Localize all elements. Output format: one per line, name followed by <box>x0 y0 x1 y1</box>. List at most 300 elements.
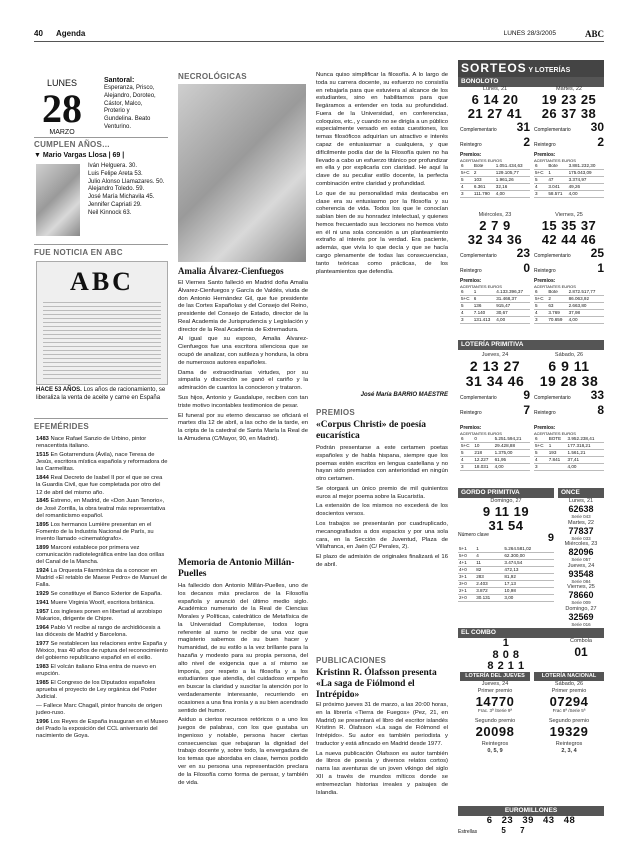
comp-label: Complementario <box>534 127 571 134</box>
efemeride-text: Estreno, en Madrid, de «Don Juan Tenorio», de José Zorrilla, la obra teatral más representativa del romanticismo español. <box>36 498 166 519</box>
efemeride-item <box>36 498 168 520</box>
memo-paragraph: Ha fallecido don Antonio Millán-Puelles, uno de los decanos más preclaros de la Filosofía española y anunció del último medio siglo. Académico numerario de la Real de Ciencias Morales y Políticas, catedrático de Metafísica de la Universidad Complutense, todos logra referente al sumo te recibir de una voz que magisterio sabemos de su buen hacer y humanidad, de su estilo a la vez brillante para la hazaña y modesto para su propia persona, del alto nivel de exigencia que a sí mismo se imponía, por respeto a la filosofía y a los estudiantes que atendía, del cuidadoso empeño en buscar la claridad y suscitar la atención por lo verdaderamente interesante, recurriendo en ocasiones a una fina ironía y a su bien acendrado sentido del humor. <box>178 583 309 714</box>
prize-cell: 5 <box>460 450 473 457</box>
first-prize: 14770 <box>475 693 515 709</box>
prize-cell: 1.961,26 <box>495 177 530 184</box>
primitiva-label: LOTERÍA PRIMITIVA <box>458 340 604 350</box>
lottery-title2: Y LOTERÍAS <box>528 67 571 74</box>
prize-cell: 30.131 <box>475 595 503 602</box>
efemeride-year: 1845 <box>36 498 49 505</box>
efemeride-text: Se constituye el Banco Exterior de España. <box>50 591 163 598</box>
reint-label: Reintegros <box>555 741 583 748</box>
prize-cell: 70.659 <box>547 317 567 324</box>
prize-cell: 5+C <box>534 296 547 303</box>
once-box <box>558 488 604 627</box>
prize-cell: 4,00 <box>568 317 604 324</box>
prize-row <box>458 574 554 581</box>
prize-row <box>460 296 530 303</box>
prize-cell: 4,00 <box>495 317 530 324</box>
prize-cell: 175.043,09 <box>568 170 604 177</box>
prize-table-box <box>460 278 530 324</box>
necro-paragraph: El Viernes Santo falleció en Madrid doña Amalia Álvarez-Cienfuegos y García de Valdés, viuda de don Antonio Hernández Gil, que fue presidente de las Cortes Españolas y del Consejo del Reino, presidente del Consejo de Estado, director de la Real Academia de Jurisprudencia y Legislación y director de la Real Academia de Extremadura. <box>178 280 308 333</box>
prize-cell: 1.051.434,63 <box>495 163 530 170</box>
efemeride-text: — Fallece Marc Chagall, pintor francés de origen judeo-ruso. <box>36 702 162 717</box>
prize-cell: 37,41 <box>567 457 604 464</box>
draw-day: Martes, 22 <box>556 86 582 92</box>
pub-kicker: PUBLICACIONES <box>316 656 387 665</box>
prize-row <box>534 184 604 191</box>
abc-masthead: ABC <box>70 267 134 296</box>
draw-day: Jueves, 24 <box>481 352 509 358</box>
p1-paragraph: El plazo de admisión de originales finalizará el 16 de abril. <box>316 554 448 568</box>
prize-cell: 2+1 <box>458 588 475 595</box>
prize-row <box>534 310 604 317</box>
prize-table-box <box>534 278 604 324</box>
p2-paragraph: El próximo jueves 31 de marzo, a las 20:00 horas, en la librería «Tierra de Fuegos» (Pez, 21, en Madrid) se presentará el libro del escritor islandés Kristinn R. Ólafsson «La saga de Fiólmond el Intrépido». Su autor es también periodista y traductor y está afincado en Madrid desde 1977. <box>316 702 448 747</box>
efemeride-item <box>36 568 168 590</box>
prize-row <box>458 567 554 574</box>
efemeride-text: El volcán italiano Etna entra de nuevo en erupción. <box>36 663 156 678</box>
santoral <box>104 76 159 132</box>
prize-cell: 3 <box>534 191 547 198</box>
p1-paragraph: Se otorgará un único premio de mil quinientos euros al mejor poema sobre la Eucaristía. <box>316 485 448 500</box>
efemeride-item <box>36 664 168 678</box>
combo-label: EL COMBO <box>458 628 604 638</box>
prize-row <box>534 170 604 177</box>
efemeride-text: Marconi establece por primera vez comunicación radiotelegráfica entre las dos orillas del Canal de la Mancha. <box>36 544 165 566</box>
prize-cell: 3+1 <box>458 574 475 581</box>
efemeride-year: 1924 <box>36 567 49 574</box>
once-serie: Serie 043 <box>571 514 591 519</box>
gordo-box <box>458 488 554 602</box>
efemeride-year: 1899 <box>36 544 49 551</box>
draw-numbers: 26 37 38 <box>541 105 597 121</box>
prize-cell: 4.133.396,37 <box>495 289 530 296</box>
draw-numbers: 42 44 46 <box>541 231 597 247</box>
birthday-item: Iván Helguera. 30. <box>88 163 138 169</box>
prize-cell: 81,92 <box>503 574 554 581</box>
prize-table-box <box>534 152 604 198</box>
efemeride-year: 1929 <box>36 591 49 598</box>
prize-head: Premios: <box>534 278 556 284</box>
prize-row <box>458 588 554 595</box>
prize-cell: 58.571 <box>547 191 567 198</box>
signature: José María BARRIO MAESTRE <box>360 392 448 398</box>
prize-cell: 129.105,77 <box>495 170 530 177</box>
prize-cell: 3.374,97 <box>568 177 604 184</box>
efemeride-year: 1844 <box>36 475 49 482</box>
efemeride-year: 1941 <box>36 599 49 606</box>
combo-row: 8 0 8 <box>492 648 520 661</box>
efemeride-year: 1977 <box>36 640 49 647</box>
once-serie: Serie 033 <box>571 535 591 541</box>
prize-cell: 4 <box>475 553 503 560</box>
prize-cell: 37,98 <box>568 310 604 317</box>
prize-cell: 4 <box>460 184 473 191</box>
prize-cell: 3.041 <box>547 184 567 191</box>
prize-head-cols: ACERTANTES EUROS <box>534 158 576 164</box>
p1-paragraph: Podrán presentarse a este certamen poetas españoles y de habla hispana, siempre que los poemas estén escritos en lengua castellana y no hayan sido premiados con anterioridad en ningún otro certamen. <box>316 445 448 483</box>
once-serie: Serie 016 <box>571 621 591 627</box>
combola-value: 01 <box>574 645 588 659</box>
necro-kicker: NECROLÓGICAS <box>178 72 247 81</box>
prize-cell: 177.318,21 <box>567 443 604 450</box>
prize-cell: 2 <box>547 296 567 303</box>
once-number: 82096 <box>568 547 594 557</box>
prize-cell: 4 <box>534 184 547 191</box>
comp-value: 9 <box>523 388 530 403</box>
once-day: Domingo, 27 <box>565 605 597 612</box>
efemeride-text: En Gotarrendura (Ávila), nace Teresa de Jesús, escritora mística española y reformadora de las Carmelitas. <box>36 451 168 473</box>
birthday-item: Luis Felipe Areta 53. <box>88 170 143 177</box>
nacional-day: Jueves, 24 <box>481 680 509 687</box>
lottery-section <box>458 60 604 87</box>
efemeride-text: Los Reyes de España inauguran en el Museo del Prado la exposición del CCL aniversario del nacimiento de Goya. <box>36 718 168 740</box>
efemeride-item <box>36 680 168 702</box>
combo-row: 8 2 1 1 <box>487 660 525 673</box>
prize-cell: 131.413 <box>473 317 495 324</box>
prize-cell: 3.952.238,41 <box>567 436 604 443</box>
prize-cell: 3,00 <box>503 595 554 602</box>
news-abc-title: FUE NOTICIA EN ABC <box>34 248 123 257</box>
draw-numbers: 2 7 9 <box>479 217 511 233</box>
efemeride-item <box>36 641 168 663</box>
lottery-title: SORTEOS <box>461 61 527 75</box>
prize-cell: 61,95 <box>494 457 530 464</box>
reintegro-row <box>534 403 604 418</box>
prize-cell <box>548 464 567 471</box>
once-number: 32569 <box>568 611 594 622</box>
reintegro-row <box>460 135 530 150</box>
complementario-row <box>460 388 530 403</box>
gordo-label: GORDO PRIMITIVA <box>458 488 554 498</box>
prize-cell: 11 <box>475 560 503 567</box>
prize-cell: 6 <box>534 289 547 296</box>
prize-cell: 5+C <box>460 170 473 177</box>
reint-value: 2 <box>523 135 530 150</box>
efemeride-year: 1483 <box>36 436 49 442</box>
draw-day: Miércoles, 23 <box>478 212 512 218</box>
once-label: ONCE <box>558 488 604 498</box>
prize-row <box>534 317 604 324</box>
prize-cell: 10,98 <box>503 588 554 595</box>
efemeride-item <box>36 475 168 497</box>
efemeride-year: 1983 <box>36 663 49 670</box>
col3-body <box>316 72 448 278</box>
draw-numbers: 19 28 38 <box>539 372 599 389</box>
draw-box <box>534 212 604 276</box>
prize-row <box>460 170 530 177</box>
page-number: 40 <box>34 29 43 38</box>
santoral-text: Esperanza, Prisco, Alejandro, Doroteo, Cástor, Malco, Proterio y Gundelina. Beato Venturino. <box>104 85 156 131</box>
prize-cell: 6 <box>460 163 473 170</box>
gordo-table <box>458 546 554 602</box>
prize-cell: 103 <box>473 177 495 184</box>
first-label: Primer premio <box>551 687 587 694</box>
draw-numbers: 21 27 41 <box>467 105 523 121</box>
prize-head: Premios: <box>534 152 556 158</box>
euromillones-label: EUROMILLONES <box>458 806 604 816</box>
prize-row <box>458 560 554 567</box>
prize-cell: 4 <box>460 457 473 464</box>
efemeride-year: 1996 <box>36 718 49 725</box>
complementario-row <box>534 120 604 135</box>
prize-table <box>460 163 530 198</box>
prize-row <box>460 317 530 324</box>
santoral-title: Santoral: <box>104 77 135 84</box>
prize-cell: 5+C <box>460 296 473 303</box>
lottery-header <box>458 60 604 77</box>
abc-front-text <box>43 302 161 382</box>
combo-body <box>458 638 604 673</box>
prize-cell: 5 <box>460 303 473 310</box>
prize-cell: 218 <box>473 450 493 457</box>
prize-cell: 3 <box>460 317 473 324</box>
birthdays-title: CUMPLEN AÑOS... <box>34 140 110 149</box>
comp-label: Complementario <box>460 253 497 260</box>
draw-numbers: 6 9 11 <box>548 357 590 374</box>
efemeride-item <box>36 703 168 717</box>
nacional-day: Sábado, 26 <box>554 680 584 687</box>
combo-box <box>458 628 604 673</box>
prize-cell: 17,13 <box>503 581 554 588</box>
prize-cell: 2.872.517,77 <box>568 289 604 296</box>
prize-row <box>534 296 604 303</box>
once-number: 62638 <box>568 504 594 514</box>
memo-body <box>178 583 308 789</box>
prize-cell: 1 <box>475 546 503 553</box>
efemeride-year: 1515 <box>36 451 49 458</box>
calendar-box <box>34 78 90 138</box>
prize-cell: 136 <box>473 303 495 310</box>
prize-cell: 31.468,37 <box>495 296 530 303</box>
prize-head: Premios: <box>460 278 482 284</box>
comp-label: Complementario <box>534 253 571 260</box>
prize-cell: 3 <box>534 464 548 471</box>
efemeride-item <box>36 591 168 598</box>
necro-name: Amalia Álvarez-Cienfuegos <box>178 266 284 276</box>
once-day: Jueves, 24 <box>567 562 595 569</box>
premios-kicker: PREMIOS <box>316 408 355 417</box>
gordo-key-value: 9 <box>547 532 554 545</box>
first-sub: Frac 8ª /Serie 5ª <box>552 708 586 714</box>
birthday-main: ▼ Mario Vargas Llosa | 69 | <box>34 152 125 159</box>
prize-cell: 2.663,80 <box>568 303 604 310</box>
efemeride-year: 1964 <box>36 624 49 631</box>
prize-head-cols: ACERTANTES EUROS <box>460 431 502 437</box>
prize-cell: 7.841 <box>548 457 567 464</box>
prize-cell: 6 <box>460 436 473 443</box>
efemeride-text: La Orquesta Filarmónica da a conocer en Madrid «El retablo de Maese Pedro» de Manuel de Falla. <box>36 567 168 589</box>
reint-values: 2, 3, 4 <box>561 748 577 755</box>
complementario-row <box>534 246 604 261</box>
second-label: Segundo premio <box>548 717 590 724</box>
draw-box <box>460 212 530 276</box>
once-day: Lunes, 21 <box>568 498 594 505</box>
prize-table <box>534 436 604 471</box>
necro-paragraph: El funeral por su eterno descanso se oficiará el martes día 12 de abril, a las ocho de la tarde, en la cripta de la catedral de Santa María la Real de la Almudena (C/Mayor, 90, en Madrid). <box>178 412 308 442</box>
combo-row: 1 <box>502 637 510 650</box>
prize-cell: 5+1 <box>458 546 475 553</box>
efemeride-item <box>36 436 168 450</box>
p2-body <box>316 702 448 799</box>
reint-values: 0, 5, 9 <box>487 748 503 755</box>
efemeride-text: Se restablecen las relaciones entre España y México, tras 40 años de ruptura del reconocimiento del gobierno republicano español en el exilio. <box>36 640 168 662</box>
birthday-item: Neil Kinnock 63. <box>88 209 132 216</box>
stars-row <box>458 826 604 836</box>
comp-label: Complementario <box>534 395 571 402</box>
prize-row <box>460 191 530 198</box>
efemeride-item <box>36 609 168 623</box>
prize-cell: Bote <box>547 163 567 170</box>
first-prize: 07294 <box>549 693 589 709</box>
birthday-item: José María Michavila 45. <box>88 194 155 201</box>
news-abc-caption <box>36 387 170 403</box>
reint-label: Reintegro <box>534 142 556 149</box>
comp-value: 23 <box>516 246 530 261</box>
efemeride-text: Los ingleses ponen en libertad al arzobispo Makarios, dirigente de Chipre. <box>36 608 163 622</box>
once-day: Viernes, 25 <box>567 584 595 591</box>
draw-numbers: 32 34 36 <box>467 231 523 247</box>
brand-logo: ABC <box>584 29 604 39</box>
once-serie: Serie 009 <box>571 600 591 605</box>
nacional-label: LOTERÍA DEL JUEVES <box>460 672 530 681</box>
euro-numbers: 6 23 39 43 48 <box>486 815 576 827</box>
prize-table <box>460 289 530 324</box>
prize-head-cols: ACERTANTES EUROS <box>534 431 576 437</box>
prize-cell: 4 <box>534 457 548 464</box>
prize-cell: 7.140 <box>473 310 495 317</box>
necro-paragraph: Sus hijos, Antonio y Guadalupe, reciben con tan triste motivo incontables testimonios de pesar. <box>178 394 308 409</box>
prize-head-cols: ACERTANTES EUROS <box>460 158 502 164</box>
comp-value: 25 <box>590 246 604 261</box>
header-date: LUNES 28/3/2005 <box>503 30 556 37</box>
prize-cell: 63 <box>547 303 567 310</box>
reint-value: 2 <box>597 135 604 150</box>
efemeride-text: Muere Virginia Woolf, escritora británica. <box>50 599 155 606</box>
prize-cell: 4 <box>534 310 547 317</box>
prize-table <box>534 289 604 324</box>
prize-cell: 6 <box>534 436 548 443</box>
prize-cell: 32,16 <box>495 184 530 191</box>
prize-row <box>534 443 604 450</box>
prize-cell: 6.361 <box>473 184 495 191</box>
prize-table-box <box>460 152 530 198</box>
prize-cell: 49,26 <box>568 184 604 191</box>
caption-bold: HACE 53 AÑOS. <box>36 387 82 393</box>
prize-cell: 30,67 <box>495 310 530 317</box>
efemerides-list <box>36 436 168 742</box>
necro-body <box>178 280 308 446</box>
first-sub: Frac. 3ª /Serie 9ª <box>477 708 513 714</box>
efemeride-text: Real Decreto de Isabel II por el que se crea la Guardia Civil, que fue completada por otro del 12 de abril del mismo año. <box>36 475 163 496</box>
prize-cell: 12.227 <box>473 457 493 464</box>
loteria-nacional-box <box>460 672 530 755</box>
birthday-item: Jennifer Capriati 29. <box>88 201 142 208</box>
day-number: 28 <box>42 86 82 132</box>
complementario-row <box>534 388 604 403</box>
prize-cell: 4+0 <box>458 567 475 574</box>
draw-day: Sábado, 26 <box>554 352 584 358</box>
prize-cell: BOTE <box>548 436 567 443</box>
second-label: Segundo premio <box>474 717 516 724</box>
caption-text: Los años de racionamiento, se liberaliza la venta de aceite y carne en España <box>36 387 166 401</box>
prize-cell: 1 <box>473 289 495 296</box>
prize-cell: 2.403 <box>475 581 503 588</box>
reintegro-row <box>534 261 604 276</box>
prize-cell: 82 <box>475 567 503 574</box>
reint-label: Reintegro <box>460 268 482 275</box>
abc-front-page <box>36 261 168 385</box>
efemeride-item <box>36 522 168 544</box>
prize-cell: 6 <box>534 163 547 170</box>
combo-right <box>558 638 604 673</box>
prize-row <box>458 553 554 560</box>
prize-cell: 5.251.594,21 <box>494 436 530 443</box>
birthday-item: Julio Alonso Llamazares. 50. <box>88 178 165 185</box>
prize-cell: 2+0 <box>458 595 475 602</box>
necro-paragraph: Dama de extraordinarias virtudes, por su simpatía y discreción se ganó el cariño y la admiración de cuantos la conocieron y trataron. <box>178 369 308 392</box>
prize-row <box>460 184 530 191</box>
prize-cell: 86.063,92 <box>568 296 604 303</box>
once-serie: Serie 057 <box>571 557 591 562</box>
memo-paragraph: Asiduo a ciertos recursos retóricos o a uno los juegos de palabras, con los que gustaba un ingenioso y notable, persona hacer ciertas consecuencias que rebajaran la dignidad del trabajo docente y, sobre todo, la envergadura de los temas que abordaba en clase, hemos podido ver en su persona una representación preclara de la Filosofía como forma de pensar, y también de vida. <box>178 717 308 786</box>
draw-numbers: 31 34 46 <box>465 372 525 389</box>
prize-cell: 915,47 <box>495 303 530 310</box>
prize-row <box>534 303 604 310</box>
prize-row <box>460 443 530 450</box>
prize-cell: 1 <box>547 170 567 177</box>
prize-head: Premios: <box>534 425 556 431</box>
second-prize: 19329 <box>549 723 589 739</box>
birthday-item: Alejandro Toledo. 59. <box>88 186 145 193</box>
efemeride-text: Pablo VI recibe al rango de archidiócesis a las diócesis de Madrid y Barcelona. <box>36 624 161 638</box>
once-serie: Serie 084 <box>571 578 591 584</box>
memo-title: Memoria de Antonio Millán-Puelles <box>178 558 295 579</box>
section-title: Agenda <box>56 29 86 38</box>
efemeride-item <box>36 452 168 474</box>
prize-row <box>460 464 530 471</box>
efemeride-year: 1985 <box>36 679 49 686</box>
col3-paragraph: Nunca quiso simplificar la filosofía. A lo largo de toda su carrera docente, su esfuerzo no consistía en rebajarla para que estuviera al alcance de los estudiantes, sino en habilitarnos para que llegáramos a entender en toda su profundidad. Fuera de la Universidad, en conferencias, coloquios, etc., y cuando no se dirigía a un público especialmente versado en estas cuestiones, los temas filosóficos adquirían un atractivo e interés capaz de entusiasmar a cualquiera, y que difícilmente podía dar de la Filosofía quien no ha llevado a cabo un esfuerzo titánico por profundizar en ella y por explicarla con claridad. He aquí la clave de su peculiar estilo docente, la perfecta combinación entre claridad y profundidad. <box>316 72 448 187</box>
prize-head: Premios: <box>460 152 482 158</box>
prize-cell: 29.428,88 <box>494 443 530 450</box>
prize-row <box>460 450 530 457</box>
portrait-photo <box>178 84 306 262</box>
draw-box <box>534 86 604 150</box>
reint-value: 0 <box>523 261 530 276</box>
efemeride-year: 1957 <box>36 608 49 615</box>
draw-day: Lunes, 21 <box>482 86 508 92</box>
prize-cell: 4+1 <box>458 560 475 567</box>
prize-cell: 4,00 <box>495 191 530 198</box>
draw-numbers: 15 35 37 <box>541 217 597 233</box>
prize-table-box <box>460 425 530 471</box>
prize-cell: 0 <box>473 436 493 443</box>
comp-label: Complementario <box>460 127 497 134</box>
nacional-label: LOTERÍA NACIONAL <box>534 672 604 681</box>
efemerides-title: EFEMÉRIDES <box>34 422 90 431</box>
efemeride-item <box>36 545 168 567</box>
once-day: Martes, 22 <box>568 519 594 526</box>
gordo-numbers: 31 54 <box>488 517 524 533</box>
prize-cell: 3.872 <box>475 588 503 595</box>
prize-cell: 18.031 <box>473 464 493 471</box>
loteria-nacional-box <box>534 672 604 755</box>
weekday: LUNES <box>46 78 77 88</box>
prize-row <box>534 457 604 464</box>
prize-cell: 5+C <box>534 443 548 450</box>
